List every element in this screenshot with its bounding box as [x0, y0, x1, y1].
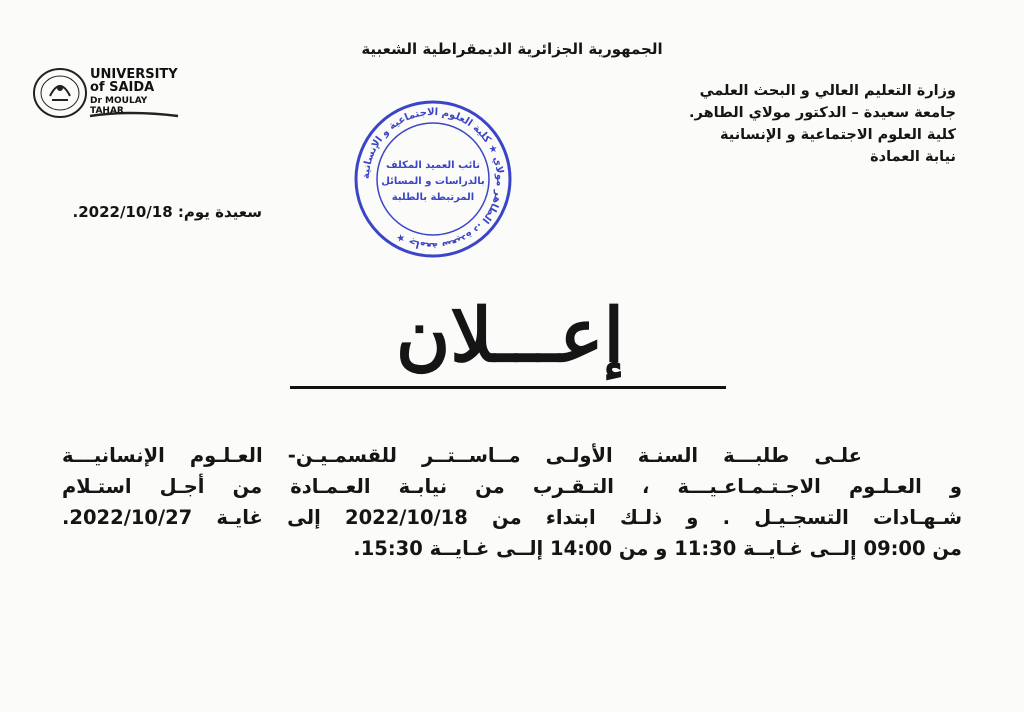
official-stamp	[352, 98, 514, 260]
announcement-title: إعـــلان	[395, 293, 625, 379]
announcement-body	[62, 440, 962, 564]
logo-text-saida: of SAIDA	[90, 80, 155, 95]
body-line: و العـلـوم الاجـتـمـاعـيـــة ، التـقـرب من نيابـة العـمـادة من أجـل استـلام	[62, 475, 962, 498]
title-underline	[290, 386, 726, 389]
logo-text-university: UNIVERSITY	[90, 67, 178, 82]
faculty-line: كلية العلوم الاجتماعية و الإنسانية	[720, 127, 956, 143]
stamp-seal-icon	[352, 98, 514, 260]
ministry-block	[616, 80, 956, 168]
stamp-center-line: نائب العميد المكلف	[386, 160, 480, 171]
university-logo	[30, 66, 180, 126]
deanery-line: نيابة العمادة	[870, 149, 956, 165]
logo-text-founder: Dr MOULAY TAHAR	[90, 96, 148, 116]
body-line: علـى طلبـــة السنـة الأولـى مــاســتــر للقسمـيـن- العـلـوم الإنسانيـــة	[62, 444, 862, 467]
body-line: شـهـادات التسجـيـل . و ذلـك ابتداء من 2022/10/18 إلى غايـة 2022/10/27.	[62, 506, 962, 529]
date-line: سعيدة يوم: 2022/10/18.	[72, 203, 262, 221]
university-line: جامعة سعيدة – الدكتور مولاي الطاهر.	[689, 105, 956, 121]
stamp-center-line: المرتبطة بالطلبة	[391, 192, 475, 203]
republic-header: الجمهورية الجزائرية الديمقراطية الشعبية	[361, 40, 663, 58]
stamp-center-line: بالدراسات و المسائل	[381, 176, 485, 187]
stamp-ring-text: جامعة سعيدة د. الطاهر مولاي ★ كلية العلوم الاجتماعية و الإنسانية ★	[360, 106, 506, 252]
ministry-line: وزارة التعليم العالي و البحث العلمي	[699, 83, 956, 99]
body-line: من 09:00 إلــى غـايــة 11:30 و من 14:00 إلــى غـايــة 15:30.	[353, 537, 962, 560]
